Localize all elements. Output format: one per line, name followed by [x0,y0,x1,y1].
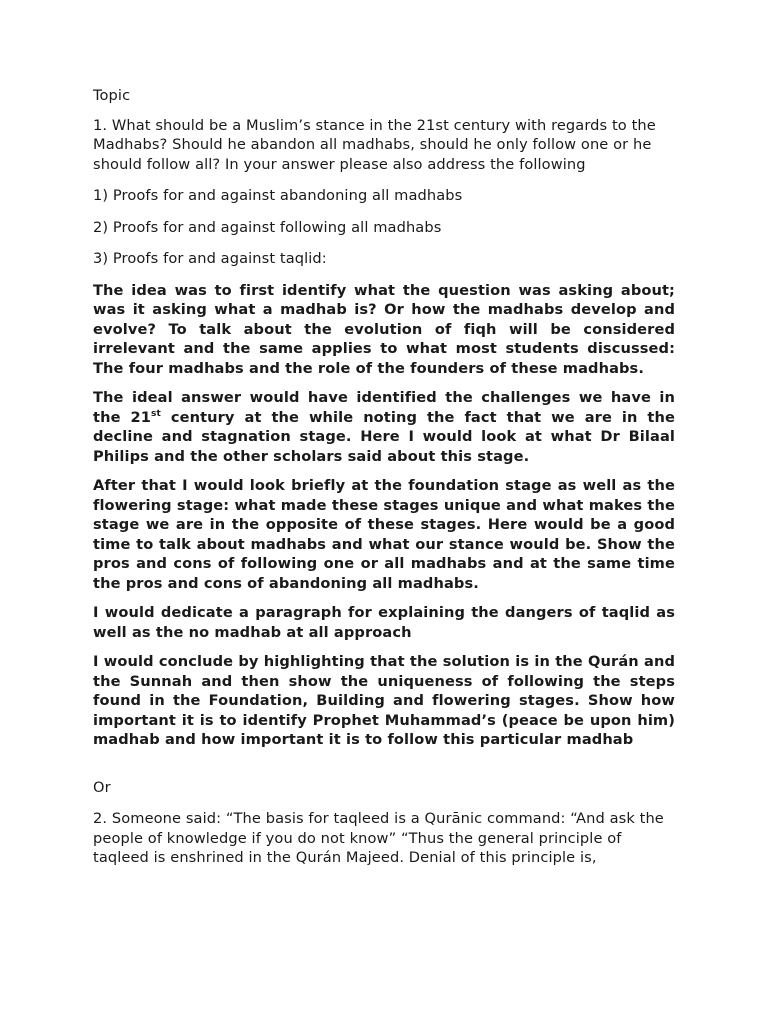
topic-label: Topic [93,87,131,104]
answer-paragraph-2-end: century at the while noting the fact that we are in the decline and stagnation stage. Here I would look at what Dr Bilaal Philips and the other scholars said about this stage. [93,408,675,465]
question-1: 1. What should be a Muslim’s stance in the 21st century with regards to the Madhabs? Should he abandon all madhabs, should he only follow one or he should follow all? In your answer please also address the following [93,116,656,173]
answer-paragraph-2 [93,388,675,466]
sub-item-1: 1) Proofs for and against abandoning all madhabs [93,187,463,204]
answer-paragraph-5: I would conclude by highlighting that the solution is in the Qurán and the Sunnah and then show the uniqueness of following the steps found in the Foundation, Building and flowering stages. Show how important it is to identify Prophet Muhammad’s (peace be upon him) madhab and how important it is to follow this particular madhab [93,653,675,748]
answer-paragraph-3: After that I would look briefly at the foundation stage as well as the flowering stage: what made these stages unique and what makes the stage we are in the opposite of these stages. Here would be a good time to talk about madhabs and what our stance would be. Show the pros and cons of following one or all madhabs and at the same time the pros and cons of abandoning all madhabs. [93,477,675,592]
sub-item-3: 3) Proofs for and against taqlid: [93,250,327,267]
question-2: 2. Someone said: “The basis for taqleed is a Qurānic command: “And ask the people of knowledge if you do not know” “Thus the general principle of taqleed is enshrined in the Qurán Majeed. Denial of this principle is, [93,810,664,866]
answer-paragraph-4: I would dedicate a paragraph for explaining the dangers of taqlid as well as the no madhab at all approach [93,604,675,641]
document-page [93,86,675,868]
answer-paragraph-2-start: The ideal answer would have identified the challenges we have in the 21 [93,389,675,426]
answer-paragraph-1: The idea was to first identify what the question was asking about; was it asking what a madhab is? Or how the madhabs develop and evolve? To talk about the evolution of fiqh will be considered irrelevant and the same applies to what most students discussed: The four madhabs and the role of the founders of these madhabs. [93,281,675,377]
sub-item-2: 2) Proofs for and against following all madhabs [93,218,442,236]
or-label: Or [93,778,111,796]
ordinal-superscript: st [151,408,161,419]
